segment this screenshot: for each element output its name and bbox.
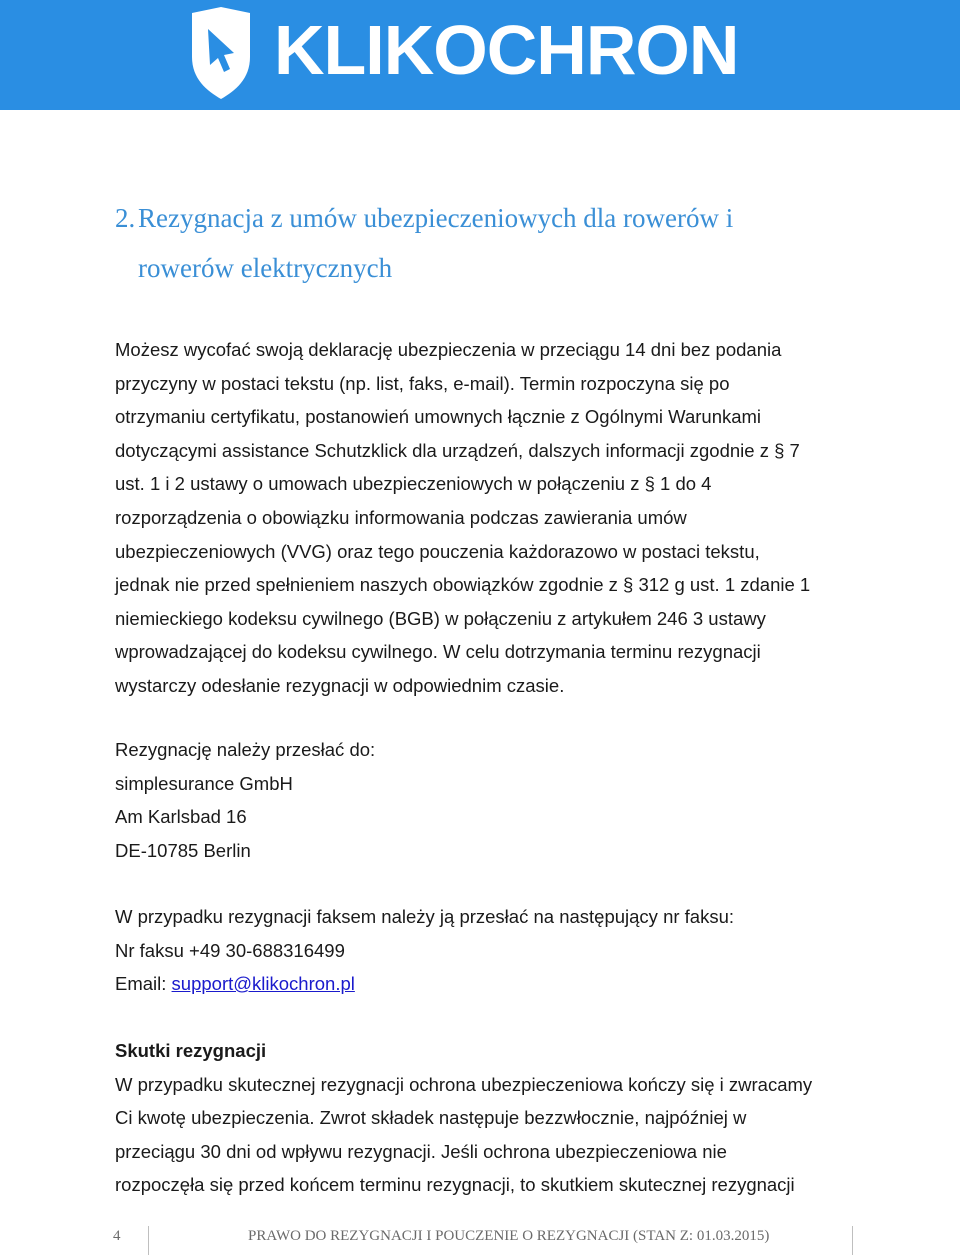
paragraph-line: Możesz wycofać swoją deklarację ubezpieczenia w przeciągu 14 dni bez podania: [115, 339, 782, 360]
section-heading: [115, 193, 845, 293]
withdrawal-paragraph: [115, 333, 850, 703]
fax-number: Nr faksu +49 30-688316499: [115, 939, 345, 961]
section-number: 2.: [115, 203, 136, 233]
paragraph-line: ubezpieczeniowych (VVG) oraz tego pouczenia każdorazowo w postaci tekstu,: [115, 540, 760, 562]
footer-divider: [148, 1226, 149, 1255]
effects-title: Skutki rezygnacji: [115, 1040, 267, 1061]
heading-line-2: rowerów elektrycznych: [138, 253, 393, 283]
address-intro: Rezygnację należy przesłać do:: [115, 739, 376, 760]
paragraph-line: przyczyny w postaci tekstu (np. list, faks, e-mail). Termin rozpoczyna się po: [115, 372, 730, 394]
paragraph-line: otrzymaniu certyfikatu, postanowień umownych łącznie z Ogólnymi Warunkami: [115, 406, 762, 428]
paragraph-line: ust. 1 i 2 ustawy o umowach ubezpieczeniowych w połączeniu z § 1 do 4: [115, 473, 712, 495]
paragraph-line: wystarczy odesłanie rezygnacji w odpowiednim czasie.: [115, 674, 565, 696]
address-block: [115, 733, 850, 867]
effects-line: rozpoczęła się przed końcem terminu rezygnacji, to skutkiem skutecznej rezygnacji: [115, 1174, 795, 1196]
address-street: Am Karlsbad 16: [115, 806, 247, 828]
header-banner: [0, 0, 960, 110]
paragraph-line: dotyczącymi assistance Schutzklick dla urządzeń, dalszych informacji zgodnie z § 7: [115, 439, 800, 461]
footer-title: PRAWO DO REZYGNACJI I POUCZENIE O REZYGNACJI (STAN Z: 01.03.2015): [248, 1228, 770, 1244]
paragraph-line: wprowadzającej do kodeksu cywilnego. W celu dotrzymania terminu rezygnacji: [115, 641, 761, 663]
shield-cursor-icon: [190, 7, 252, 99]
email-line: [115, 967, 850, 1001]
brand-logo: [190, 6, 738, 100]
heading-line-1: Rezygnacja z umów ubezpieczeniowych dla rowerów i: [138, 203, 734, 233]
brand-name: KLIKOCHRON: [274, 11, 739, 89]
email-link[interactable]: support@klikochron.pl: [171, 973, 355, 995]
effects-line: W przypadku skutecznej rezygnacji ochrona ubezpieczeniowa kończy się i zwracamy: [115, 1073, 813, 1095]
fax-intro: W przypadku rezygnacji faksem należy ją przesłać na następujący nr faksu:: [115, 906, 735, 927]
paragraph-line: jednak nie przed spełnieniem naszych obowiązków zgodnie z § 312 g ust. 1 zdanie 1: [115, 574, 811, 596]
page-number: 4: [113, 1228, 121, 1244]
fax-block: [115, 900, 850, 1001]
effects-line: Ci kwotę ubezpieczenia. Zwrot składek następuje bezzwłocznie, najpóźniej w: [115, 1107, 747, 1129]
paragraph-line: niemieckiego kodeksu cywilnego (BGB) w połączeniu z artykułem 246 3 ustawy: [115, 607, 766, 629]
footer-divider-right: [852, 1226, 853, 1255]
address-company: simplesurance GmbH: [115, 772, 293, 794]
paragraph-line: rozporządzenia o obowiązku informowania podczas zawierania umów: [115, 506, 687, 528]
address-city: DE-10785 Berlin: [115, 839, 251, 861]
effects-line: przeciągu 30 dni od wpływu rezygnacji. Jeśli ochrona ubezpieczeniowa nie: [115, 1140, 727, 1162]
email-label: Email:: [115, 973, 172, 995]
effects-block: [115, 1034, 850, 1202]
